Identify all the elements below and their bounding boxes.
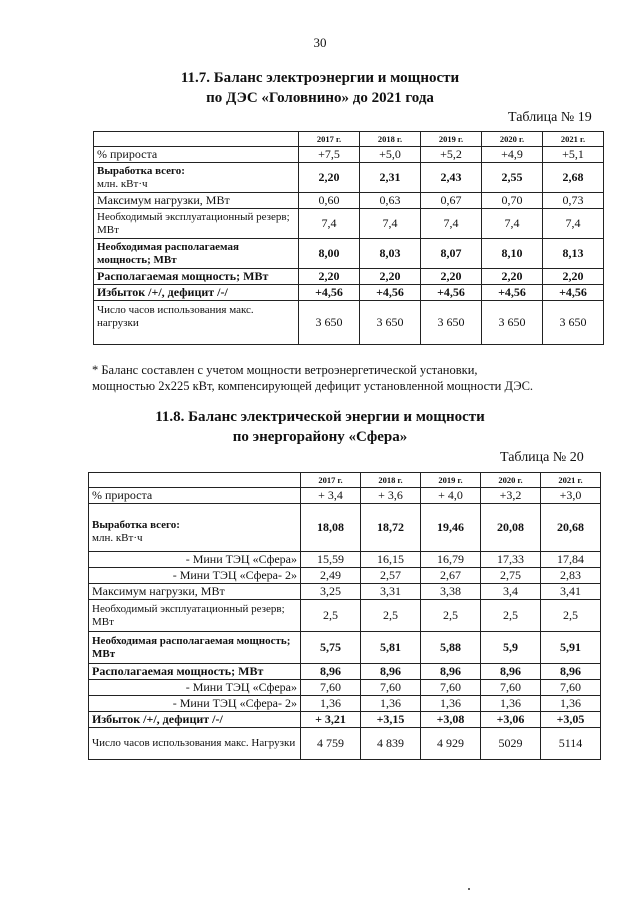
cell-value: 0,67 — [421, 193, 482, 209]
cell-value: 2,31 — [360, 163, 421, 193]
cell-value: 16,79 — [421, 552, 481, 568]
cell-value: 4 839 — [361, 728, 421, 760]
cell-value: 20,68 — [541, 504, 601, 552]
cell-value: +4,9 — [482, 147, 543, 163]
year-header: 2017 г. — [299, 132, 360, 147]
cell-value: 2,20 — [299, 269, 360, 285]
cell-value: 2,20 — [360, 269, 421, 285]
cell-value: 8,96 — [421, 664, 481, 680]
year-header: 2020 г. — [481, 473, 541, 488]
footnote-line2: мощностью 2х225 кВт, компенсирующей дефицит установленной мощности ДЭС. — [92, 379, 534, 393]
cell-value: +4,56 — [299, 285, 360, 301]
cell-value: 19,46 — [421, 504, 481, 552]
cell-value: 5,91 — [541, 632, 601, 664]
cell-value: 5114 — [541, 728, 601, 760]
cell-value: 2,43 — [421, 163, 482, 193]
cell-value: 0,73 — [543, 193, 604, 209]
row-label: Необходимый эксплуатационный резерв; МВт — [89, 600, 301, 632]
row-label: % прироста — [89, 488, 301, 504]
cell-value: 7,4 — [482, 209, 543, 239]
row-label-unit: млн. кВт·ч — [97, 177, 148, 190]
cell-value: 7,60 — [421, 680, 481, 696]
table-row — [89, 584, 601, 600]
year-header: 2021 г. — [541, 473, 601, 488]
table-row — [89, 552, 601, 568]
cell-value: 2,20 — [299, 163, 360, 193]
cell-value: 3,41 — [541, 584, 601, 600]
cell-value: 7,60 — [541, 680, 601, 696]
row-label: % прироста — [94, 147, 299, 163]
row-label: Необходимый эксплуатационный резерв; МВт — [94, 209, 299, 239]
table-row — [94, 239, 604, 269]
table-row — [89, 712, 601, 728]
year-header: 2018 г. — [361, 473, 421, 488]
cell-value: +5,2 — [421, 147, 482, 163]
table-row — [94, 163, 604, 193]
section2-table-label: Таблица № 20 — [500, 450, 584, 465]
row-label: Максимум нагрузки, МВт — [89, 584, 301, 600]
cell-value: 8,10 — [482, 239, 543, 269]
row-label — [89, 504, 301, 552]
year-header: 2017 г. — [301, 473, 361, 488]
scan-dot — [468, 888, 470, 890]
row-label: Необходимая располагаемая мощность; МВт — [94, 239, 299, 269]
section1-heading-line1: 11.7. Баланс электроэнергии и мощности — [180, 70, 460, 86]
cell-value: 4 759 — [301, 728, 361, 760]
table-20 — [88, 472, 601, 760]
cell-value: +4,56 — [543, 285, 604, 301]
row-label-main: Выработка всего: — [92, 518, 180, 531]
table-row — [94, 147, 604, 163]
cell-value: 3,25 — [301, 584, 361, 600]
year-header: 2020 г. — [482, 132, 543, 147]
cell-value: 2,83 — [541, 568, 601, 584]
cell-value: +4,56 — [482, 285, 543, 301]
cell-value: 18,08 — [301, 504, 361, 552]
cell-value: 1,36 — [421, 696, 481, 712]
cell-value: 2,5 — [481, 600, 541, 632]
cell-value: 3 650 — [482, 301, 543, 345]
section1-heading-line2: по ДЭС «Головнино» до 2021 года — [206, 90, 434, 106]
table-row — [94, 285, 604, 301]
row-label-main: Выработка всего: — [97, 164, 185, 177]
cell-value: +7,5 — [299, 147, 360, 163]
cell-value: 7,60 — [301, 680, 361, 696]
cell-value: 2,5 — [361, 600, 421, 632]
cell-value: 2,5 — [301, 600, 361, 632]
footnote — [92, 362, 602, 394]
table-row — [89, 600, 601, 632]
row-label: Избыток /+/, дефицит /-/ — [94, 285, 299, 301]
cell-value: 5,88 — [421, 632, 481, 664]
row-label: Располагаемая мощность; МВт — [94, 269, 299, 285]
cell-value: 2,20 — [482, 269, 543, 285]
table-header-row — [89, 473, 601, 488]
row-label: Число часов использования макс. нагрузки — [94, 301, 299, 345]
cell-value: 7,4 — [299, 209, 360, 239]
row-label: Максимум нагрузки, МВт — [94, 193, 299, 209]
cell-value: 8,96 — [361, 664, 421, 680]
cell-value: 5029 — [481, 728, 541, 760]
cell-value: 2,75 — [481, 568, 541, 584]
cell-value: 7,60 — [361, 680, 421, 696]
table-row — [94, 269, 604, 285]
row-label: Число часов использования макс. Нагрузки — [89, 728, 301, 760]
cell-value: 8,96 — [481, 664, 541, 680]
row-label-unit: млн. кВт·ч — [92, 531, 143, 544]
cell-value: 8,96 — [301, 664, 361, 680]
cell-value: 1,36 — [541, 696, 601, 712]
cell-value: 1,36 — [301, 696, 361, 712]
cell-value: + 4,0 — [421, 488, 481, 504]
section2-heading-line2: по энергорайону «Сфера» — [232, 429, 408, 445]
row-label: - Мини ТЭЦ «Сфера» — [89, 552, 301, 568]
year-header: 2019 г. — [421, 132, 482, 147]
row-label: Располагаемая мощность; МВт — [89, 664, 301, 680]
table-row — [89, 664, 601, 680]
row-label: Необходимая располагаемая мощность; МВт — [89, 632, 301, 664]
cell-value: 3 650 — [421, 301, 482, 345]
cell-value: 2,68 — [543, 163, 604, 193]
year-header: 2019 г. — [421, 473, 481, 488]
row-label: - Мини ТЭЦ «Сфера- 2» — [89, 696, 301, 712]
table-row — [94, 209, 604, 239]
cell-value: 7,60 — [481, 680, 541, 696]
cell-value: 1,36 — [481, 696, 541, 712]
cell-value: 7,4 — [421, 209, 482, 239]
cell-value: +3,15 — [361, 712, 421, 728]
row-label: Избыток /+/, дефицит /-/ — [89, 712, 301, 728]
table-row — [94, 193, 604, 209]
table-row — [94, 301, 604, 345]
table-row — [89, 632, 601, 664]
cell-value: +3,08 — [421, 712, 481, 728]
cell-value: 8,13 — [543, 239, 604, 269]
cell-value: 5,81 — [361, 632, 421, 664]
cell-value: 16,15 — [361, 552, 421, 568]
cell-value: +5,0 — [360, 147, 421, 163]
cell-value: 4 929 — [421, 728, 481, 760]
cell-value: + 3,6 — [361, 488, 421, 504]
cell-value: 15,59 — [301, 552, 361, 568]
year-header: 2018 г. — [360, 132, 421, 147]
cell-value: 17,33 — [481, 552, 541, 568]
cell-value: 1,36 — [361, 696, 421, 712]
cell-value: 3,31 — [361, 584, 421, 600]
cell-value: + 3,21 — [301, 712, 361, 728]
table-row — [89, 568, 601, 584]
cell-value: 18,72 — [361, 504, 421, 552]
row-label: - Мини ТЭЦ «Сфера- 2» — [89, 568, 301, 584]
year-header: 2021 г. — [543, 132, 604, 147]
cell-value: 17,84 — [541, 552, 601, 568]
row-label: - Мини ТЭЦ «Сфера» — [89, 680, 301, 696]
table-header-row — [94, 132, 604, 147]
cell-value: 8,03 — [360, 239, 421, 269]
cell-value: 0,70 — [482, 193, 543, 209]
cell-value: 8,96 — [541, 664, 601, 680]
cell-value: +3,06 — [481, 712, 541, 728]
cell-value: +3,2 — [481, 488, 541, 504]
table-row — [89, 728, 601, 760]
cell-value: +5,1 — [543, 147, 604, 163]
cell-value: 0,63 — [360, 193, 421, 209]
cell-value: 3 650 — [299, 301, 360, 345]
footnote-line1: * Баланс составлен с учетом мощности ветроэнергетической установки, — [92, 363, 478, 377]
header-empty-cell — [94, 132, 299, 147]
cell-value: +3,05 — [541, 712, 601, 728]
cell-value: 20,08 — [481, 504, 541, 552]
cell-value: 8,07 — [421, 239, 482, 269]
cell-value: +4,56 — [360, 285, 421, 301]
header-empty-cell — [89, 473, 301, 488]
cell-value: +4,56 — [421, 285, 482, 301]
table-row — [89, 696, 601, 712]
cell-value: 8,00 — [299, 239, 360, 269]
cell-value: 5,75 — [301, 632, 361, 664]
table-row — [89, 680, 601, 696]
cell-value: 3 650 — [360, 301, 421, 345]
cell-value: 5,9 — [481, 632, 541, 664]
table-19 — [93, 131, 604, 345]
table-row — [89, 504, 601, 552]
cell-value: +3,0 — [541, 488, 601, 504]
cell-value: + 3,4 — [301, 488, 361, 504]
page-number: 30 — [313, 35, 327, 50]
table-row — [89, 488, 601, 504]
cell-value: 7,4 — [543, 209, 604, 239]
section1-table-label: Таблица № 19 — [508, 110, 592, 125]
row-label — [94, 163, 299, 193]
cell-value: 2,57 — [361, 568, 421, 584]
cell-value: 0,60 — [299, 193, 360, 209]
cell-value: 2,5 — [421, 600, 481, 632]
cell-value: 2,20 — [421, 269, 482, 285]
cell-value: 2,67 — [421, 568, 481, 584]
cell-value: 3,38 — [421, 584, 481, 600]
cell-value: 2,5 — [541, 600, 601, 632]
cell-value: 7,4 — [360, 209, 421, 239]
cell-value: 2,20 — [543, 269, 604, 285]
cell-value: 3 650 — [543, 301, 604, 345]
cell-value: 2,55 — [482, 163, 543, 193]
section2-heading-line1: 11.8. Баланс электрической энергии и мощности — [155, 409, 485, 425]
cell-value: 2,49 — [301, 568, 361, 584]
cell-value: 3,4 — [481, 584, 541, 600]
